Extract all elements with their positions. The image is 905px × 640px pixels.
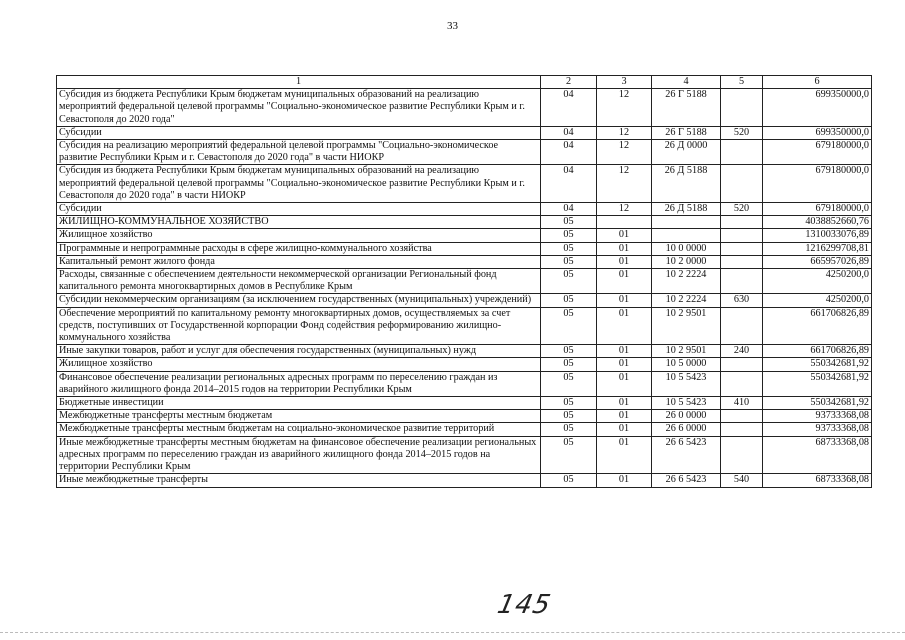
scan-artifact-line (0, 632, 905, 634)
row-amount-cell: 679180000,0 (763, 140, 872, 165)
row-name-cell: Межбюджетные трансферты местным бюджетам на социально-экономическое развитие территорий (57, 423, 541, 436)
row-section-cell: 05 (541, 358, 597, 371)
row-name-cell: Расходы, связанные с обеспечением деятельности некоммерческой организации Региональный фонд капитального ремонта многоквартирных домов в Республике Крым (57, 269, 541, 294)
row-amount-cell: 4250200,0 (763, 269, 872, 294)
row-amount-cell: 679180000,0 (763, 203, 872, 216)
row-target-article-cell: 26 6 0000 (652, 423, 721, 436)
table-row (57, 126, 872, 139)
row-target-article-cell: 26 Г 5188 (652, 89, 721, 127)
row-target-article-cell: 26 6 5423 (652, 474, 721, 487)
row-subsection-cell: 01 (597, 358, 652, 371)
handwritten-page-mark: 145 (494, 590, 554, 620)
row-target-article-cell: 10 5 5423 (652, 371, 721, 396)
row-name-cell: Жилищное хозяйство (57, 358, 541, 371)
row-section-cell: 05 (541, 255, 597, 268)
row-name-cell: Субсидия из бюджета Республики Крым бюджетам муниципальных образований на реализацию мероприятий федеральной целевой программы "Социально-экономическое развитие Республики Крым и г. Севастополя до 2020 года" в части НИОКР (57, 165, 541, 203)
row-subsection-cell: 12 (597, 126, 652, 139)
row-name-cell: Обеспечение мероприятий по капитальному ремонту многоквартирных домов, осуществляемых за счет средств, поступивших от Государственной корпорации Фонд содействия реформированию жилищно-коммунального хозяйства (57, 307, 541, 345)
table-row (57, 203, 872, 216)
row-expense-type-cell (721, 436, 763, 474)
row-section-cell: 05 (541, 436, 597, 474)
row-amount-cell: 699350000,0 (763, 89, 872, 127)
row-subsection-cell: 01 (597, 229, 652, 242)
row-expense-type-cell: 520 (721, 126, 763, 139)
row-name-cell: Иные межбюджетные трансферты (57, 474, 541, 487)
row-section-cell: 05 (541, 216, 597, 229)
row-amount-cell: 93733368,08 (763, 423, 872, 436)
row-section-cell: 04 (541, 165, 597, 203)
row-target-article-cell (652, 229, 721, 242)
row-name-cell: Иные закупки товаров, работ и услуг для обеспечения государственных (муниципальных) нужд (57, 345, 541, 358)
row-amount-cell: 1216299708,81 (763, 242, 872, 255)
table-row (57, 423, 872, 436)
row-name-cell: Субсидии некоммерческим организациям (за исключением государственных (муниципальных) учреждений) (57, 294, 541, 307)
row-target-article-cell: 10 2 9501 (652, 307, 721, 345)
row-section-cell: 05 (541, 423, 597, 436)
row-name-cell: Межбюджетные трансферты местным бюджетам (57, 410, 541, 423)
row-amount-cell: 699350000,0 (763, 126, 872, 139)
row-target-article-cell: 26 Д 5188 (652, 203, 721, 216)
row-name-cell: Финансовое обеспечение реализации региональных адресных программ по переселению граждан из аварийного жилищного фонда 2014–2015 годов на территории Республики Крым (57, 371, 541, 396)
row-amount-cell: 93733368,08 (763, 410, 872, 423)
row-amount-cell: 68733368,08 (763, 436, 872, 474)
row-section-cell: 05 (541, 242, 597, 255)
column-header-5: 5 (721, 76, 763, 89)
row-name-cell: ЖИЛИЩНО-КОММУНАЛЬНОЕ ХОЗЯЙСТВО (57, 216, 541, 229)
row-name-cell: Субсидии (57, 203, 541, 216)
table-row (57, 371, 872, 396)
row-section-cell: 05 (541, 229, 597, 242)
row-expense-type-cell (721, 371, 763, 396)
row-expense-type-cell: 410 (721, 397, 763, 410)
row-expense-type-cell (721, 89, 763, 127)
row-amount-cell: 550342681,92 (763, 358, 872, 371)
row-expense-type-cell (721, 423, 763, 436)
row-subsection-cell: 01 (597, 474, 652, 487)
row-expense-type-cell: 540 (721, 474, 763, 487)
row-subsection-cell: 01 (597, 255, 652, 268)
row-target-article-cell: 10 2 0000 (652, 255, 721, 268)
row-name-cell: Бюджетные инвестиции (57, 397, 541, 410)
row-target-article-cell: 10 2 9501 (652, 345, 721, 358)
row-name-cell: Субсидия на реализацию мероприятий федеральной целевой программы "Социально-экономическое развитие Республики Крым и г. Севастополя до 2020 года" в части НИОКР (57, 140, 541, 165)
table-row (57, 229, 872, 242)
budget-table (56, 75, 872, 488)
row-target-article-cell: 26 Д 0000 (652, 140, 721, 165)
row-section-cell: 05 (541, 345, 597, 358)
row-amount-cell: 550342681,92 (763, 371, 872, 396)
row-expense-type-cell (721, 140, 763, 165)
column-header-1: 1 (57, 76, 541, 89)
row-name-cell: Жилищное хозяйство (57, 229, 541, 242)
row-name-cell: Капитальный ремонт жилого фонда (57, 255, 541, 268)
row-subsection-cell: 01 (597, 242, 652, 255)
row-subsection-cell: 01 (597, 294, 652, 307)
row-target-article-cell: 26 Г 5188 (652, 126, 721, 139)
row-subsection-cell: 12 (597, 165, 652, 203)
row-target-article-cell: 10 5 5423 (652, 397, 721, 410)
row-section-cell: 05 (541, 371, 597, 396)
row-amount-cell: 4038852660,76 (763, 216, 872, 229)
row-target-article-cell: 10 2 2224 (652, 294, 721, 307)
row-expense-type-cell: 240 (721, 345, 763, 358)
row-target-article-cell: 26 Д 5188 (652, 165, 721, 203)
table-row (57, 307, 872, 345)
row-section-cell: 05 (541, 269, 597, 294)
row-target-article-cell: 10 0 0000 (652, 242, 721, 255)
table-row (57, 140, 872, 165)
row-expense-type-cell (721, 242, 763, 255)
row-subsection-cell (597, 216, 652, 229)
row-expense-type-cell (721, 229, 763, 242)
row-subsection-cell: 12 (597, 140, 652, 165)
row-amount-cell: 68733368,08 (763, 474, 872, 487)
table-row (57, 255, 872, 268)
row-name-cell: Субсидии (57, 126, 541, 139)
row-section-cell: 05 (541, 307, 597, 345)
row-target-article-cell: 10 2 2224 (652, 269, 721, 294)
row-subsection-cell: 01 (597, 397, 652, 410)
row-target-article-cell (652, 216, 721, 229)
row-name-cell: Иные межбюджетные трансферты местным бюджетам на финансовое обеспечение реализации региональных адресных программ по переселению граждан из аварийного жилищного фонда 2014–2015 годов на территории Республики Крым (57, 436, 541, 474)
row-subsection-cell: 01 (597, 307, 652, 345)
row-subsection-cell: 12 (597, 203, 652, 216)
row-expense-type-cell (721, 269, 763, 294)
row-expense-type-cell (721, 307, 763, 345)
table-row (57, 397, 872, 410)
column-header-2: 2 (541, 76, 597, 89)
row-amount-cell: 665957026,89 (763, 255, 872, 268)
row-expense-type-cell (721, 165, 763, 203)
row-expense-type-cell (721, 216, 763, 229)
row-section-cell: 05 (541, 397, 597, 410)
row-name-cell: Субсидия из бюджета Республики Крым бюджетам муниципальных образований на реализацию мероприятий федеральной целевой программы "Социально-экономическое развитие Республики Крым и г. Севастополя до 2020 года" (57, 89, 541, 127)
table-row (57, 242, 872, 255)
column-header-3: 3 (597, 76, 652, 89)
row-expense-type-cell: 520 (721, 203, 763, 216)
row-subsection-cell: 01 (597, 410, 652, 423)
row-amount-cell: 679180000,0 (763, 165, 872, 203)
row-expense-type-cell (721, 410, 763, 423)
table-row (57, 294, 872, 307)
row-amount-cell: 1310033076,89 (763, 229, 872, 242)
row-section-cell: 04 (541, 140, 597, 165)
row-amount-cell: 661706826,89 (763, 345, 872, 358)
row-section-cell: 04 (541, 89, 597, 127)
row-section-cell: 05 (541, 410, 597, 423)
row-expense-type-cell (721, 255, 763, 268)
table-row (57, 436, 872, 474)
table-row (57, 89, 872, 127)
table-row (57, 358, 872, 371)
table-row (57, 345, 872, 358)
row-section-cell: 05 (541, 294, 597, 307)
row-target-article-cell: 26 6 5423 (652, 436, 721, 474)
table-row (57, 165, 872, 203)
column-header-4: 4 (652, 76, 721, 89)
table-row (57, 410, 872, 423)
row-subsection-cell: 01 (597, 371, 652, 396)
row-subsection-cell: 01 (597, 423, 652, 436)
row-target-article-cell: 26 0 0000 (652, 410, 721, 423)
row-expense-type-cell (721, 358, 763, 371)
table-body (57, 89, 872, 487)
table-row (57, 474, 872, 487)
row-subsection-cell: 01 (597, 345, 652, 358)
table-row (57, 269, 872, 294)
page-number: 33 (447, 20, 458, 32)
table-row (57, 216, 872, 229)
row-name-cell: Программные и непрограммные расходы в сфере жилищно-коммунального хозяйства (57, 242, 541, 255)
row-subsection-cell: 12 (597, 89, 652, 127)
row-section-cell: 04 (541, 203, 597, 216)
row-target-article-cell: 10 5 0000 (652, 358, 721, 371)
row-amount-cell: 661706826,89 (763, 307, 872, 345)
row-amount-cell: 550342681,92 (763, 397, 872, 410)
row-expense-type-cell: 630 (721, 294, 763, 307)
table-header-row (57, 76, 872, 89)
row-section-cell: 05 (541, 474, 597, 487)
row-subsection-cell: 01 (597, 269, 652, 294)
column-header-6: 6 (763, 76, 872, 89)
row-subsection-cell: 01 (597, 436, 652, 474)
row-amount-cell: 4250200,0 (763, 294, 872, 307)
row-section-cell: 04 (541, 126, 597, 139)
